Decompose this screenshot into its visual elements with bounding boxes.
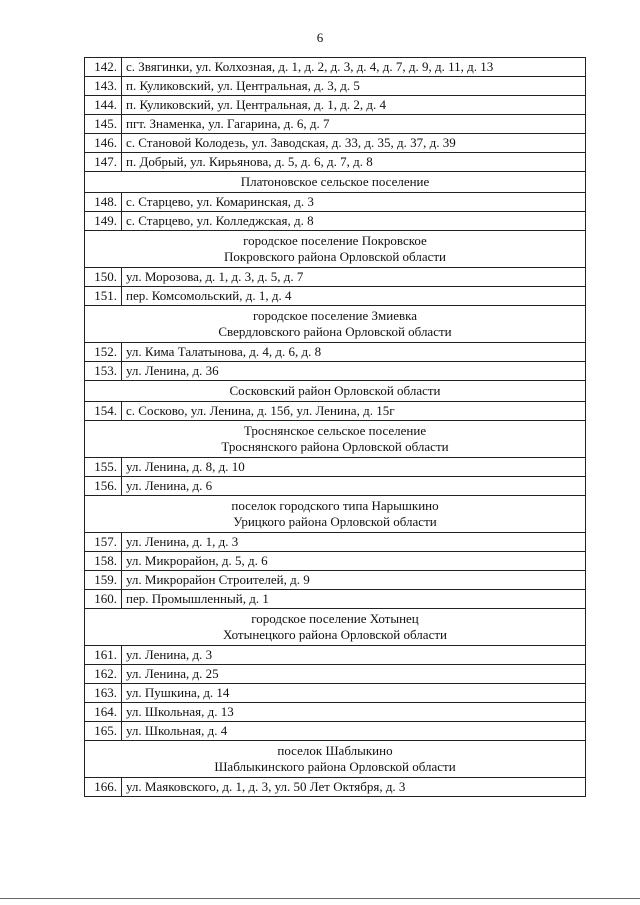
- table-row: [85, 96, 586, 115]
- address-cell: ул. Микрорайон, д. 5, д. 6: [122, 552, 586, 571]
- row-number: 149.: [85, 212, 122, 231]
- row-number: 157.: [85, 533, 122, 552]
- row-number: 166.: [85, 778, 122, 797]
- table-row: [85, 287, 586, 306]
- row-number: 161.: [85, 646, 122, 665]
- row-number: 145.: [85, 115, 122, 134]
- address-cell: ул. Школьная, д. 13: [122, 703, 586, 722]
- table-row: [85, 458, 586, 477]
- row-number: 151.: [85, 287, 122, 306]
- section-header-line: поселок Шаблыкино: [277, 743, 393, 758]
- row-number: 143.: [85, 77, 122, 96]
- table-row: [85, 684, 586, 703]
- table-row: [85, 58, 586, 77]
- address-cell: с. Сосково, ул. Ленина, д. 15б, ул. Ленина, д. 15г: [122, 402, 586, 421]
- row-number: 148.: [85, 193, 122, 212]
- row-number: 158.: [85, 552, 122, 571]
- address-cell: ул. Маяковского, д. 1, д. 3, ул. 50 Лет Октября, д. 3: [122, 778, 586, 797]
- section-header-row: [85, 421, 586, 458]
- table-row: [85, 571, 586, 590]
- section-header-line: Сосковский район Орловской области: [229, 383, 441, 398]
- row-number: 146.: [85, 134, 122, 153]
- table-row: [85, 362, 586, 381]
- address-cell: п. Добрый, ул. Кирьянова, д. 5, д. 6, д. 7, д. 8: [122, 153, 586, 172]
- section-header-line: Хотынецкого района Орловской области: [223, 627, 447, 642]
- table-row: [85, 212, 586, 231]
- section-header: [85, 381, 586, 402]
- section-header-line: Шаблыкинского района Орловской области: [214, 759, 456, 774]
- row-number: 164.: [85, 703, 122, 722]
- address-table: [84, 57, 586, 797]
- address-cell: п. Куликовский, ул. Центральная, д. 1, д. 2, д. 4: [122, 96, 586, 115]
- table-row: [85, 193, 586, 212]
- table-row: [85, 115, 586, 134]
- section-header-line: городское поселение Хотынец: [251, 611, 419, 626]
- section-header: [85, 306, 586, 343]
- address-cell: ул. Морозова, д. 1, д. 3, д. 5, д. 7: [122, 268, 586, 287]
- address-cell: ул. Микрорайон Строителей, д. 9: [122, 571, 586, 590]
- section-header-line: Покровского района Орловской области: [223, 249, 446, 264]
- table-row: [85, 533, 586, 552]
- section-header-line: Свердловского района Орловской области: [218, 324, 452, 339]
- address-table-container: [84, 57, 585, 797]
- page-bottom-rule: [0, 898, 640, 899]
- row-number: 162.: [85, 665, 122, 684]
- address-cell: ул. Ленина, д. 6: [122, 477, 586, 496]
- table-row: [85, 153, 586, 172]
- address-cell: ул. Ленина, д. 25: [122, 665, 586, 684]
- table-row: [85, 477, 586, 496]
- section-header: [85, 609, 586, 646]
- section-header-row: [85, 306, 586, 343]
- table-row: [85, 778, 586, 797]
- row-number: 147.: [85, 153, 122, 172]
- row-number: 159.: [85, 571, 122, 590]
- address-cell: с. Становой Колодезь, ул. Заводская, д. 33, д. 35, д. 37, д. 39: [122, 134, 586, 153]
- address-cell: пер. Промышленный, д. 1: [122, 590, 586, 609]
- table-row: [85, 402, 586, 421]
- row-number: 160.: [85, 590, 122, 609]
- page-number: 6: [316, 30, 324, 45]
- address-cell: п. Куликовский, ул. Центральная, д. 3, д. 5: [122, 77, 586, 96]
- table-row: [85, 134, 586, 153]
- table-row: [85, 665, 586, 684]
- section-header-row: [85, 172, 586, 193]
- section-header-line: Троснянского района Орловской области: [221, 439, 449, 454]
- address-table-body: [85, 58, 586, 797]
- section-header-line: городское поселение Покровское: [243, 233, 427, 248]
- row-number: 154.: [85, 402, 122, 421]
- section-header-row: [85, 741, 586, 778]
- section-header: [85, 421, 586, 458]
- address-cell: ул. Ленина, д. 3: [122, 646, 586, 665]
- address-cell: с. Старцево, ул. Колледжская, д. 8: [122, 212, 586, 231]
- row-number: 163.: [85, 684, 122, 703]
- row-number: 144.: [85, 96, 122, 115]
- section-header: [85, 231, 586, 268]
- address-cell: с. Старцево, ул. Комаринская, д. 3: [122, 193, 586, 212]
- address-cell: ул. Ленина, д. 36: [122, 362, 586, 381]
- table-row: [85, 590, 586, 609]
- section-header: [85, 741, 586, 778]
- address-cell: ул. Ленина, д. 1, д. 3: [122, 533, 586, 552]
- section-header-line: Урицкого района Орловской области: [233, 514, 437, 529]
- row-number: 155.: [85, 458, 122, 477]
- table-row: [85, 343, 586, 362]
- row-number: 142.: [85, 58, 122, 77]
- address-cell: пер. Комсомольский, д. 1, д. 4: [122, 287, 586, 306]
- table-row: [85, 703, 586, 722]
- row-number: 153.: [85, 362, 122, 381]
- section-header-line: поселок городского типа Нарышкино: [231, 498, 439, 513]
- section-header-row: [85, 381, 586, 402]
- table-row: [85, 646, 586, 665]
- section-header-line: городское поселение Змиевка: [252, 308, 418, 323]
- address-cell: ул. Кима Талатынова, д. 4, д. 6, д. 8: [122, 343, 586, 362]
- section-header-line: Троснянское сельское поселение: [243, 423, 427, 438]
- section-header: [85, 496, 586, 533]
- address-cell: ул. Школьная, д. 4: [122, 722, 586, 741]
- section-header: [85, 172, 586, 193]
- address-cell: ул. Пушкина, д. 14: [122, 684, 586, 703]
- section-header-line: Платоновское сельское поселение: [240, 174, 430, 189]
- table-row: [85, 722, 586, 741]
- table-row: [85, 268, 586, 287]
- address-cell: пгт. Знаменка, ул. Гагарина, д. 6, д. 7: [122, 115, 586, 134]
- table-row: [85, 77, 586, 96]
- row-number: 156.: [85, 477, 122, 496]
- row-number: 165.: [85, 722, 122, 741]
- address-cell: с. Звягинки, ул. Колхозная, д. 1, д. 2, д. 3, д. 4, д. 7, д. 9, д. 11, д. 13: [122, 58, 586, 77]
- address-cell: ул. Ленина, д. 8, д. 10: [122, 458, 586, 477]
- row-number: 152.: [85, 343, 122, 362]
- row-number: 150.: [85, 268, 122, 287]
- section-header-row: [85, 231, 586, 268]
- section-header-row: [85, 609, 586, 646]
- table-row: [85, 552, 586, 571]
- section-header-row: [85, 496, 586, 533]
